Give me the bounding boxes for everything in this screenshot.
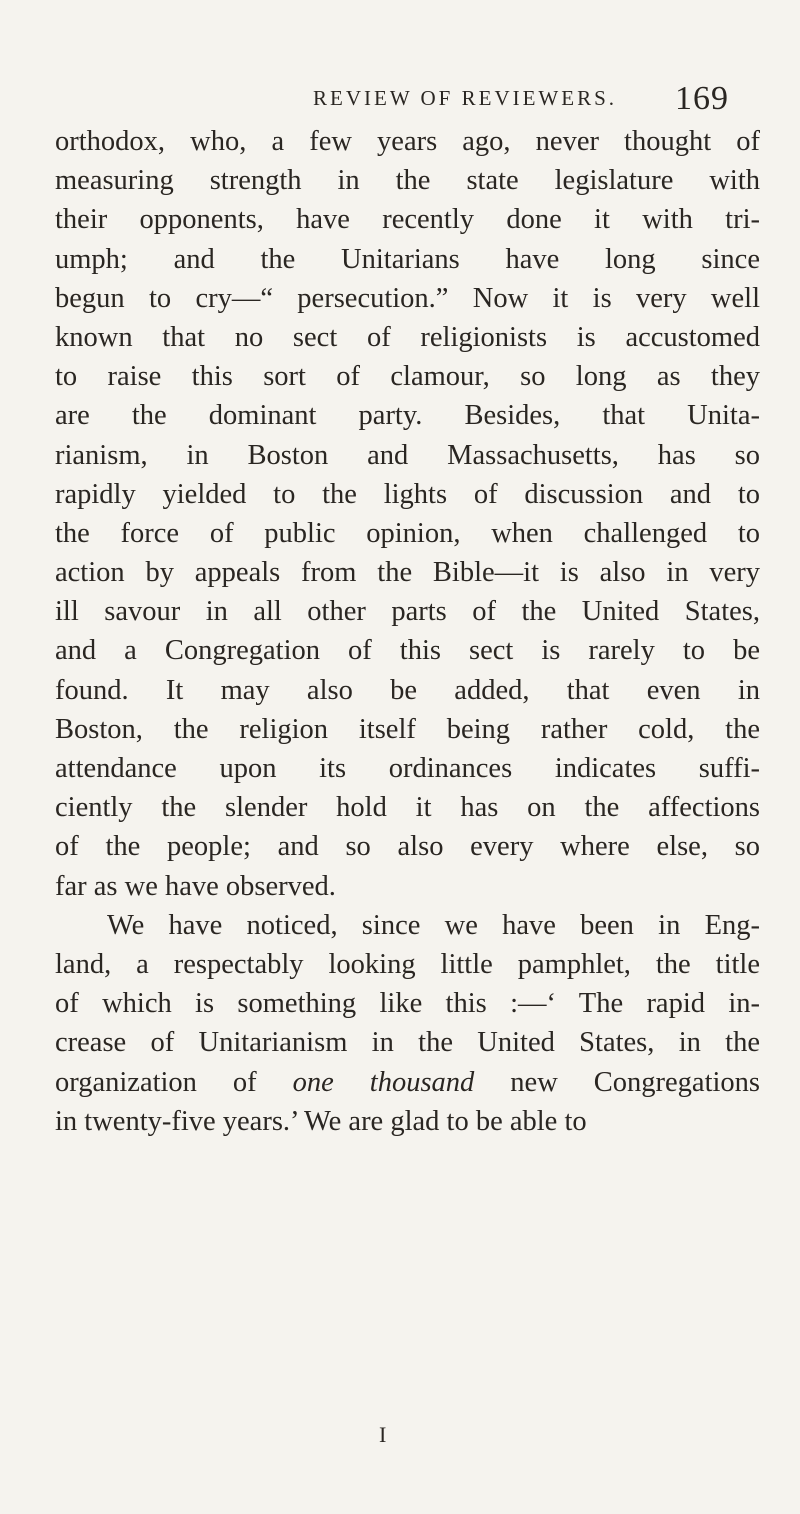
text-line: measuring strength in the state legislature with <box>55 165 760 197</box>
signature-mark: I <box>379 1422 387 1447</box>
text-line: umph; and the Unitarians have long since <box>55 243 760 275</box>
text-line: are the dominant party. Besides, that Unita- <box>55 400 760 432</box>
text-line: of which is something like this :—‘ The rapid in- <box>55 988 760 1020</box>
paragraph <box>55 122 760 906</box>
text-line: land, a respectably looking little pamphlet, the title <box>55 948 760 980</box>
text-line: We have noticed, since we have been in Eng- <box>107 909 760 941</box>
text-line: of the people; and so also every where else, so <box>55 831 760 863</box>
text-line: organization of one thousand new Congregations <box>55 1066 760 1098</box>
text-line: in twenty-five years.’ We are glad to be able to <box>55 1105 587 1137</box>
text-line: action by appeals from the Bible—it is also in very <box>55 557 760 589</box>
text-line: found. It may also be added, that even in <box>55 674 760 706</box>
text-line: ill savour in all other parts of the United States, <box>55 596 760 628</box>
text-line: crease of Unitarianism in the United States, in the <box>55 1027 760 1059</box>
text-line: ciently the slender hold it has on the affections <box>55 792 760 824</box>
text-line: and a Congregation of this sect is rarely to be <box>55 635 760 667</box>
running-head-title: REVIEW OF REVIEWERS. <box>313 86 618 110</box>
text-line: rapidly yielded to the lights of discussion and to <box>55 478 760 510</box>
text-line: to raise this sort of clamour, so long as they <box>55 361 760 393</box>
text-line: begun to cry—“ persecution.” Now it is very well <box>55 282 760 314</box>
text-line: orthodox, who, a few years ago, never thought of <box>55 126 760 157</box>
page-number: 169 <box>675 80 729 117</box>
paragraph <box>55 906 760 1141</box>
text-line: their opponents, have recently done it with tri- <box>55 204 760 236</box>
text-line: far as we have observed. <box>55 870 336 902</box>
running-head <box>55 80 745 120</box>
text-line: rianism, in Boston and Massachusetts, has so <box>55 439 760 471</box>
text-line: attendance upon its ordinances indicates suffi- <box>55 753 760 784</box>
text-line: known that no sect of religionists is accustomed <box>55 321 760 353</box>
text-line: Boston, the religion itself being rather cold, the <box>55 713 760 745</box>
text-line: the force of public opinion, when challenged to <box>55 517 760 549</box>
body-text <box>55 122 760 1141</box>
